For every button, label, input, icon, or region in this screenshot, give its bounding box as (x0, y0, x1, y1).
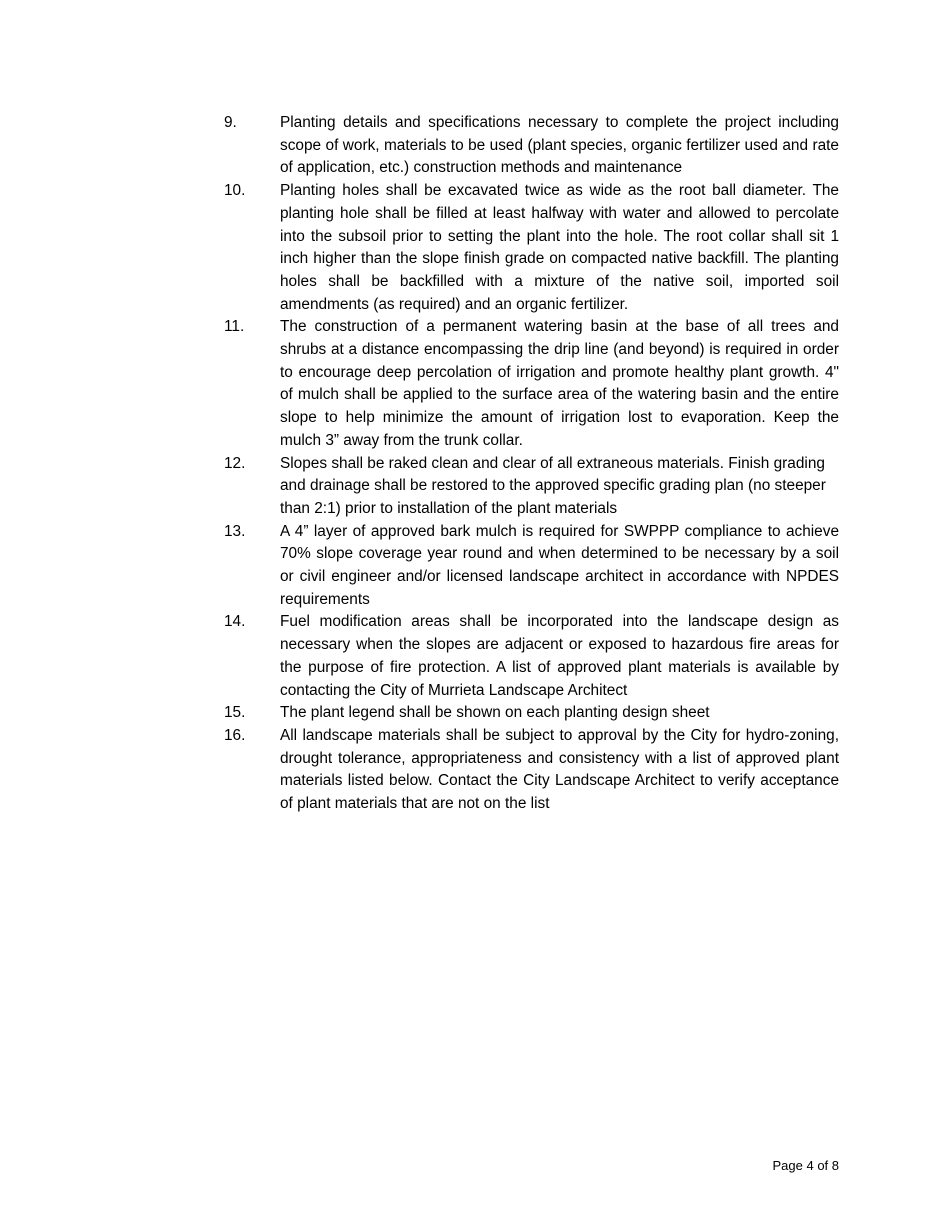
list-item-number: 16. (224, 726, 246, 744)
list-item-text: Slopes shall be raked clean and clear of all extraneous materials. Finish grading and drainage shall be restored to the approved specific grading plan (no steeper than 2:1) prior to installation of the plant materials (280, 454, 826, 517)
list-item (224, 521, 839, 612)
planting-requirements-list (224, 112, 839, 816)
list-item-number: 14. (224, 613, 246, 631)
list-item-number: 10. (224, 182, 246, 200)
list-item (224, 725, 839, 816)
list-item (224, 702, 839, 725)
list-item-text: A 4” layer of approved bark mulch is required for SWPPP compliance to achieve 70% slope coverage year round and when determined to be necessary by a soil or civil engineer and/or licensed landscape architect in accordance with NPDES requirements (280, 522, 839, 608)
list-item-text: The plant legend shall be shown on each planting design sheet (280, 704, 710, 722)
list-item-text: Fuel modification areas shall be incorporated into the landscape design as necessary when the slopes are adjacent or exposed to hazardous fire areas for the purpose of fire protection. A list of approved plant materials is available by contacting the City of Murrieta Landscape Architect (280, 613, 839, 699)
list-item-number: 9. (224, 114, 237, 131)
list-item-text: Planting details and specifications necessary to complete the project including scope of work, materials to be used (plant species, organic fertilizer used and rate of application, etc.) construction methods and maintenance (280, 114, 839, 177)
list-item-text: The construction of a permanent watering basin at the base of all trees and shrubs at a distance encompassing the drip line (and beyond) is required in order to encourage deep percolation of irrigation and promote healthy plant growth. 4" of mulch shall be applied to the surface area of the watering basin and the entire slope to help minimize the amount of irrigation lost to evaporation. Keep the mulch 3” away from the trunk collar. (280, 318, 839, 449)
list-item-number: 11. (224, 318, 245, 336)
list-item-text: Planting holes shall be excavated twice as wide as the root ball diameter. The planting hole shall be filled at least halfway with water and allowed to percolate into the subsoil prior to setting the plant into the hole. The root collar shall sit 1 inch higher than the slope finish grade on compacted native backfill. The planting holes shall be backfilled with a mixture of the native soil, imported soil amendments (as required) and an organic fertilizer. (280, 182, 839, 313)
list-item (224, 453, 839, 521)
list-item (224, 611, 839, 702)
list-item (224, 316, 839, 452)
list-item (224, 180, 839, 316)
list-item-number: 13. (224, 522, 246, 540)
page-number: Page 4 of 8 (772, 1158, 839, 1173)
list-item (224, 112, 839, 180)
list-item-text: All landscape materials shall be subject to approval by the City for hydro-zoning, drought tolerance, appropriateness and consistency with a list of approved plant materials listed below. Contact the City Landscape Architect to verify acceptance of plant materials that are not on the list (280, 726, 839, 813)
list-item-number: 12. (224, 454, 246, 472)
list-item-number: 15. (224, 704, 246, 722)
